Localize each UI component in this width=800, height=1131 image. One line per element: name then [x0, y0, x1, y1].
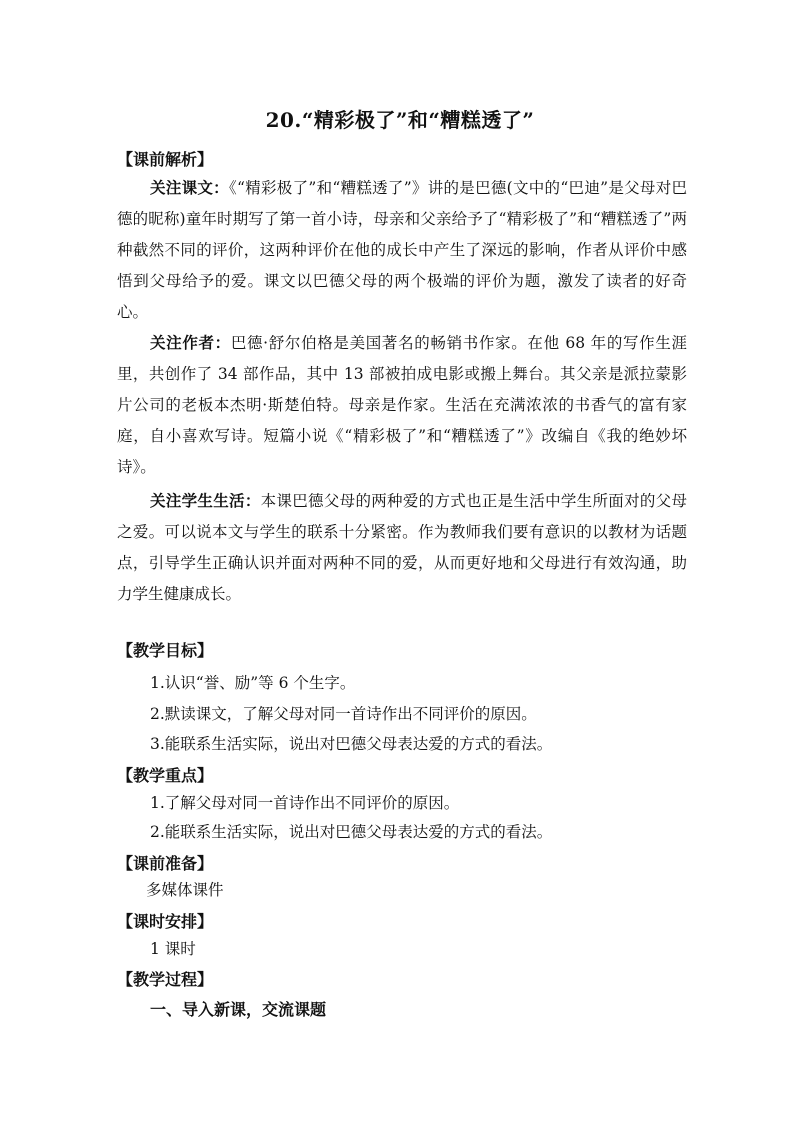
goal-item-3: 3.能联系生活实际，说出对巴德父母表达爱的方式的看法。	[150, 735, 553, 753]
section-heading-schedule: 【课时安排】	[117, 912, 214, 931]
key-point-item-2: 2.能联系生活实际，说出对巴德父母表达爱的方式的看法。	[150, 823, 553, 841]
section-heading-goals: 【教学目标】	[117, 641, 214, 660]
key-point-item-1: 1.了解父母对同一首诗作出不同评价的原因。	[150, 794, 460, 812]
section-heading-pre-analysis: 【课前解析】	[117, 150, 214, 169]
paragraph-text-focus	[117, 172, 687, 328]
goal-item-2: 2.默读课文，了解父母对同一首诗作出不同评价的原因。	[150, 705, 537, 723]
label-author-focus: 关注作者：	[150, 333, 231, 352]
body-text-focus: 《“精彩极了”和“糟糕透了”》讲的是巴德(文中的“巴迪”是父母对巴德的昵称)童年时期写了第一首小诗，母亲和父亲给予了“精彩极了”和“糟糕透了”两种截然不同的评价，这两种评价在他的成长中产生了深远的影响，作者从评价中感悟到父母给予的爱。课文以巴德父母的两个极端的评价为题，激发了读者的好奇心。	[117, 179, 687, 321]
goal-item-1: 1.认识“誉、励”等 6 个生字。	[150, 674, 356, 692]
section-heading-process: 【教学过程】	[117, 970, 214, 989]
paragraph-author-focus	[117, 327, 687, 483]
schedule-text: 1 课时	[150, 940, 196, 958]
body-student-focus: 本课巴德父母的两种爱的方式也正是生活中学生所面对的父母之爱。可以说本文与学生的联系十分紧密。作为教师我们要有意识的以教材为话题点，引导学生正确认识并面对两种不同的爱，从而更好地和父母进行有效沟通，助力学生健康成长。	[117, 492, 687, 603]
process-step-1: 一、导入新课，交流课题	[150, 1000, 327, 1019]
label-text-focus: 关注课文：	[150, 178, 229, 197]
page-title: 20.“精彩极了”和“糟糕透了”	[265, 108, 535, 132]
section-heading-preparation: 【课前准备】	[117, 854, 214, 873]
preparation-text: 多媒体课件	[146, 881, 224, 899]
section-heading-key-points: 【教学重点】	[117, 766, 214, 785]
paragraph-student-focus	[117, 485, 687, 610]
body-author-focus: 巴德·舒尔伯格是美国著名的畅销书作家。在他 68 年的写作生涯里，共创作了 34 部作品，其中 13 部被拍成电影或搬上舞台。其父亲是派拉蒙影片公司的老板本杰明·斯楚伯特。母亲是作家。生活在充满浓浓的书香气的富有家庭，自小喜欢写诗。短篇小说《“精彩极了”和“糟糕透了”》改编自《我的绝妙坏诗》。	[117, 334, 687, 476]
label-student-focus: 关注学生生活：	[150, 491, 261, 510]
